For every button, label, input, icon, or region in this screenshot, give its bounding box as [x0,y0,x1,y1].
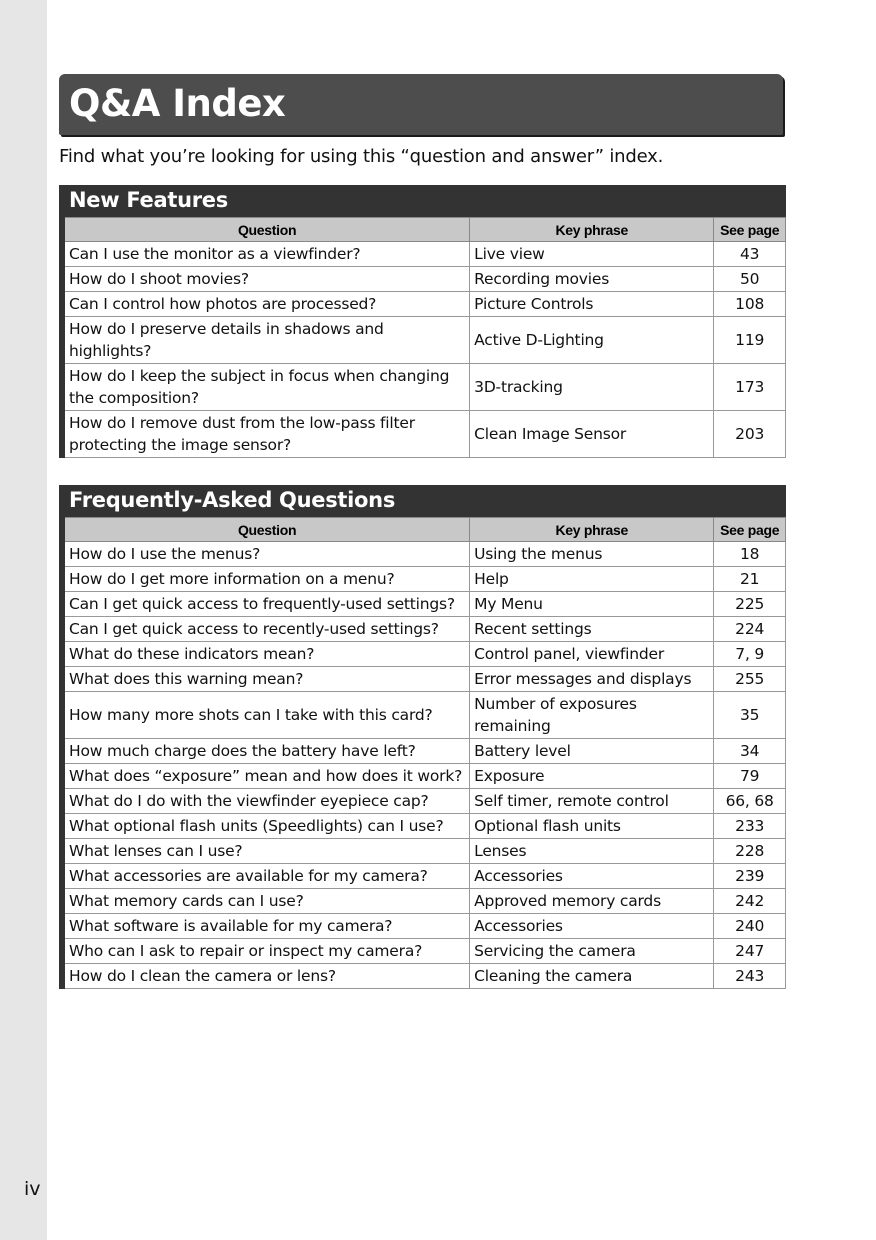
page-cell: 7, 9 [714,642,786,667]
column-header-key-phrase: Key phrase [470,218,714,242]
key-phrase-cell: Picture Controls [470,292,714,317]
page-cell: 119 [714,317,786,364]
key-phrase-cell: Number of exposures remaining [470,692,714,739]
column-header-see-page: See page [714,218,786,242]
table-row [62,692,786,739]
table-row [62,914,786,939]
question-cell: What do these indicators mean? [62,642,470,667]
column-header-question: Question [62,518,470,542]
section-heading [59,485,786,517]
page-number: iv [24,1178,41,1200]
key-phrase-cell: Error messages and displays [470,667,714,692]
section-heading-text: Frequently-Asked Questions [69,488,396,512]
key-phrase-cell: Servicing the camera [470,939,714,964]
table-row [62,411,786,458]
table-body [62,542,786,989]
key-phrase-cell: Approved memory cards [470,889,714,914]
page-cell: 34 [714,739,786,764]
table-row [62,939,786,964]
key-phrase-cell: My Menu [470,592,714,617]
page-cell: 233 [714,814,786,839]
table-row [62,839,786,864]
section-heading-text: New Features [69,188,228,212]
question-cell: What does this warning mean? [62,667,470,692]
table-row [62,764,786,789]
page-cell: 50 [714,267,786,292]
question-cell: Can I get quick access to frequently-used settings? [62,592,470,617]
key-phrase-cell: Help [470,567,714,592]
table-row [62,542,786,567]
question-cell: Can I use the monitor as a viewfinder? [62,242,470,267]
table-row [62,889,786,914]
question-cell: What do I do with the viewfinder eyepiece cap? [62,789,470,814]
question-cell: What optional flash units (Speedlights) can I use? [62,814,470,839]
table-row [62,739,786,764]
table-row [62,864,786,889]
question-cell: What does “exposure” mean and how does it work? [62,764,470,789]
key-phrase-cell: Active D-Lighting [470,317,714,364]
page-cell: 240 [714,914,786,939]
key-phrase-cell: Battery level [470,739,714,764]
table-header-row [62,518,786,542]
table-row [62,617,786,642]
key-phrase-cell: Recording movies [470,267,714,292]
table-row [62,364,786,411]
key-phrase-cell: Self timer, remote control [470,789,714,814]
page-cell: 173 [714,364,786,411]
faq-table [59,517,786,989]
question-cell: How do I shoot movies? [62,267,470,292]
question-cell: How do I clean the camera or lens? [62,964,470,989]
key-phrase-cell: Live view [470,242,714,267]
page-cell: 228 [714,839,786,864]
column-header-see-page: See page [714,518,786,542]
page-cell: 242 [714,889,786,914]
question-cell: How do I keep the subject in focus when changing the composition? [62,364,470,411]
question-cell: What accessories are available for my camera? [62,864,470,889]
table-row [62,814,786,839]
page-margin [0,0,47,1240]
page-cell: 239 [714,864,786,889]
key-phrase-cell: Accessories [470,864,714,889]
question-cell: Can I get quick access to recently-used settings? [62,617,470,642]
column-header-key-phrase: Key phrase [470,518,714,542]
question-cell: Can I control how photos are processed? [62,292,470,317]
table-row [62,667,786,692]
faq-section [59,485,786,989]
section-heading [59,185,786,217]
table-row [62,267,786,292]
table-header-row [62,218,786,242]
column-header-question: Question [62,218,470,242]
page-cell: 79 [714,764,786,789]
table-row [62,317,786,364]
key-phrase-cell: Accessories [470,914,714,939]
question-cell: How do I use the menus? [62,542,470,567]
question-cell: What software is available for my camera? [62,914,470,939]
key-phrase-cell: Lenses [470,839,714,864]
intro-text: Find what you’re looking for using this “question and answer” index. [59,146,664,167]
table-row [62,642,786,667]
key-phrase-cell: Exposure [470,764,714,789]
key-phrase-cell: Control panel, viewfinder [470,642,714,667]
page-cell: 108 [714,292,786,317]
table-row [62,242,786,267]
key-phrase-cell: 3D-tracking [470,364,714,411]
key-phrase-cell: Using the menus [470,542,714,567]
question-cell: Who can I ask to repair or inspect my camera? [62,939,470,964]
table-row [62,789,786,814]
question-cell: What lenses can I use? [62,839,470,864]
new-features-table [59,217,786,458]
question-cell: How do I preserve details in shadows and highlights? [62,317,470,364]
page-cell: 66, 68 [714,789,786,814]
key-phrase-cell: Recent settings [470,617,714,642]
table-body [62,242,786,458]
question-cell: How do I remove dust from the low-pass filter protecting the image sensor? [62,411,470,458]
table-row [62,292,786,317]
table-row [62,567,786,592]
key-phrase-cell: Clean Image Sensor [470,411,714,458]
question-cell: What memory cards can I use? [62,889,470,914]
question-cell: How much charge does the battery have left? [62,739,470,764]
page-cell: 18 [714,542,786,567]
page-cell: 225 [714,592,786,617]
page-cell: 203 [714,411,786,458]
page-cell: 43 [714,242,786,267]
question-cell: How do I get more information on a menu? [62,567,470,592]
page-cell: 21 [714,567,786,592]
page-cell: 247 [714,939,786,964]
page-cell: 35 [714,692,786,739]
key-phrase-cell: Optional flash units [470,814,714,839]
page-title: Q&A Index [69,82,286,125]
question-cell: How many more shots can I take with this card? [62,692,470,739]
title-bar [59,74,783,135]
page-cell: 255 [714,667,786,692]
page-cell: 224 [714,617,786,642]
page-cell: 243 [714,964,786,989]
new-features-section [59,185,786,458]
table-row [62,964,786,989]
key-phrase-cell: Cleaning the camera [470,964,714,989]
table-row [62,592,786,617]
